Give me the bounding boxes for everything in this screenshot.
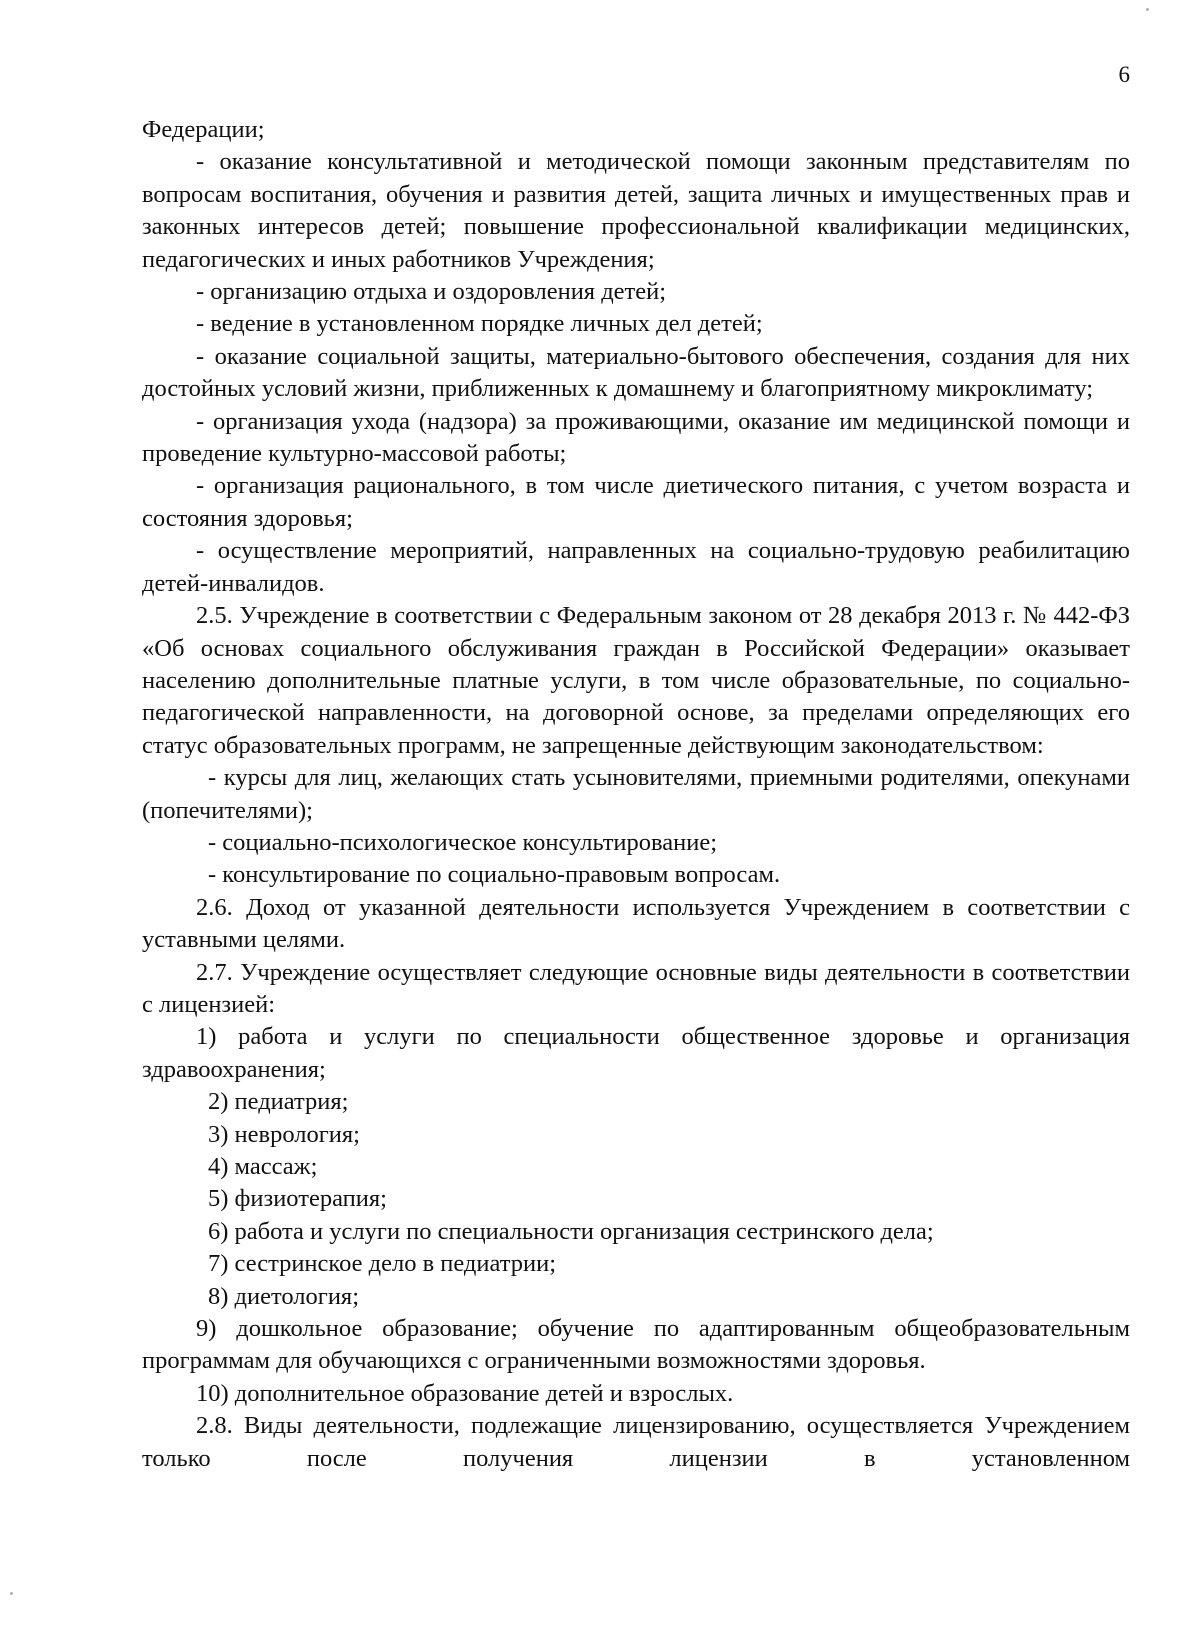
paragraph: - оказание консультативной и методической помощи законным представителям по вопросам воспитания, обучения и развития детей, защита личных и имущественных прав и законных интересов детей; повышение профессиональной квалификации медицинских, педагогических и иных работников Учреждения; (142, 148, 1130, 273)
scan-speck (10, 1592, 13, 1595)
paragraph: - консультирование по социально-правовым вопросам. (208, 861, 781, 889)
list-item: 5) физиотерапия; (208, 1185, 387, 1213)
page-number: 6 (1118, 62, 1130, 87)
paragraph: 2.5. Учреждение в соответствии с Федеральным законом от 28 декабря 2013 г. № 442-ФЗ «Об основах социального обслуживания граждан в Российской Федерации» оказывает населению дополнительные платные услуги, в том числе образовательные, по социально-педагогической направленности, на договорной основе, за пределами определяющих его статус образовательных программ, не запрещенные действующим законодательством: (142, 602, 1130, 759)
list-item: 10) дополнительное образование детей и взрослых. (196, 1379, 734, 1407)
list-item: 3) неврология; (208, 1120, 360, 1148)
paragraph: - оказание социальной защиты, материально-бытового обеспечения, создания для них достойных условий жизни, приближенных к домашнему и благоприятному микроклимату; (142, 342, 1130, 403)
paragraph: - ведение в установленном порядке личных дел детей; (196, 310, 763, 338)
paragraph: - осуществление мероприятий, направленных на социально-трудовую реабилитацию детей-инвалидов. (142, 537, 1130, 597)
paragraph: - организация ухода (надзора) за проживающими, оказание им медицинской помощи и проведение культурно-массовой работы; (142, 407, 1130, 468)
list-item: 7) сестринское дело в педиатрии; (208, 1250, 557, 1278)
list-item: 6) работа и услуги по специальности организация сестринского дела; (208, 1217, 934, 1245)
document-body (142, 114, 1130, 1475)
list-item: 9) дошкольное образование; обучение по адаптированным общеобразовательным программам для обучающихся с ограниченными возможностями здоровья. (142, 1315, 1130, 1375)
paragraph: - курсы для лиц, желающих стать усыновителями, приемными родителями, опекунами (попечителями); (142, 764, 1130, 824)
list-item: 4) массаж; (208, 1153, 318, 1180)
paragraph: 2.7. Учреждение осуществляет следующие основные виды деятельности в соответствии с лицензией: (142, 958, 1130, 1018)
paragraph: 2.6. Доход от указанной деятельности используется Учреждением в соответствии с уставными целями. (142, 893, 1130, 954)
paragraph: - социально-психологическое консультирование; (208, 828, 718, 856)
paragraph: Федерации; (142, 116, 265, 143)
paragraph: 2.8. Виды деятельности, подлежащие лицензированию, осуществляется Учреждением только после получения лицензии в установленном (142, 1412, 1130, 1472)
list-item: 2) педиатрия; (208, 1088, 349, 1116)
paragraph: - организацию отдыха и оздоровления детей; (196, 278, 667, 306)
list-item: 8) диетология; (208, 1282, 360, 1310)
list-item: 1) работа и услуги по специальности общественное здоровье и организация здравоохранения; (142, 1023, 1130, 1083)
paragraph: - организация рационального, в том числе диетического питания, с учетом возраста и состояния здоровья; (142, 472, 1130, 532)
scan-speck (1146, 8, 1149, 11)
